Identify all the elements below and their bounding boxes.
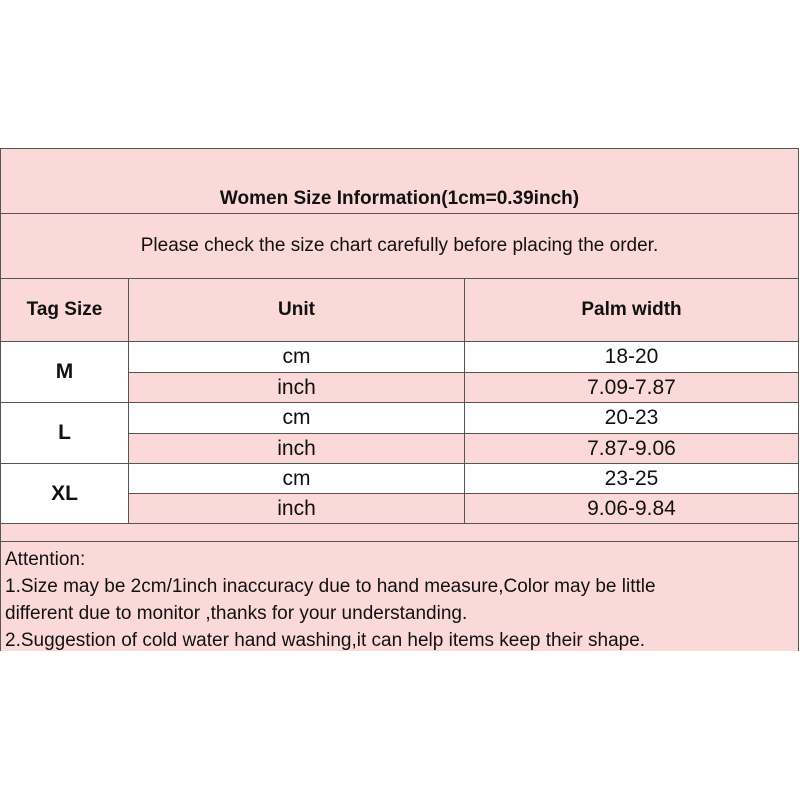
value-cell: 7.09-7.87: [464, 372, 798, 402]
unit-cell: cm: [128, 402, 464, 433]
attention-heading: Attention:: [5, 549, 86, 570]
value-cell: 18-20: [464, 341, 798, 372]
value-cell: 20-23: [464, 402, 798, 433]
attention-notes: [1, 541, 798, 651]
value-cell: 7.87-9.06: [464, 433, 798, 463]
size-label: M: [1, 341, 128, 402]
header-palm-width: Palm width: [464, 278, 798, 341]
chart-subtitle: Please check the size chart carefully before placing the order.: [1, 213, 798, 278]
size-label: L: [1, 402, 128, 463]
chart-title: Women Size Information(1cm=0.39inch): [1, 149, 798, 213]
table-footer-strip: [1, 523, 798, 541]
unit-cell: inch: [128, 372, 464, 402]
header-unit: Unit: [128, 278, 464, 341]
attention-line: different due to monitor ,thanks for your understanding.: [5, 603, 468, 624]
value-cell: 23-25: [464, 463, 798, 493]
unit-cell: inch: [128, 433, 464, 463]
unit-cell: cm: [128, 341, 464, 372]
unit-cell: inch: [128, 493, 464, 523]
attention-line: 2.Suggestion of cold water hand washing,it can help items keep their shape.: [5, 630, 646, 651]
size-chart: [0, 148, 799, 651]
value-cell: 9.06-9.84: [464, 493, 798, 523]
attention-line: 1.Size may be 2cm/1inch inaccuracy due to hand measure,Color may be little: [5, 576, 656, 597]
unit-cell: cm: [128, 463, 464, 493]
header-tag-size: Tag Size: [1, 278, 128, 341]
size-label: XL: [1, 463, 128, 523]
